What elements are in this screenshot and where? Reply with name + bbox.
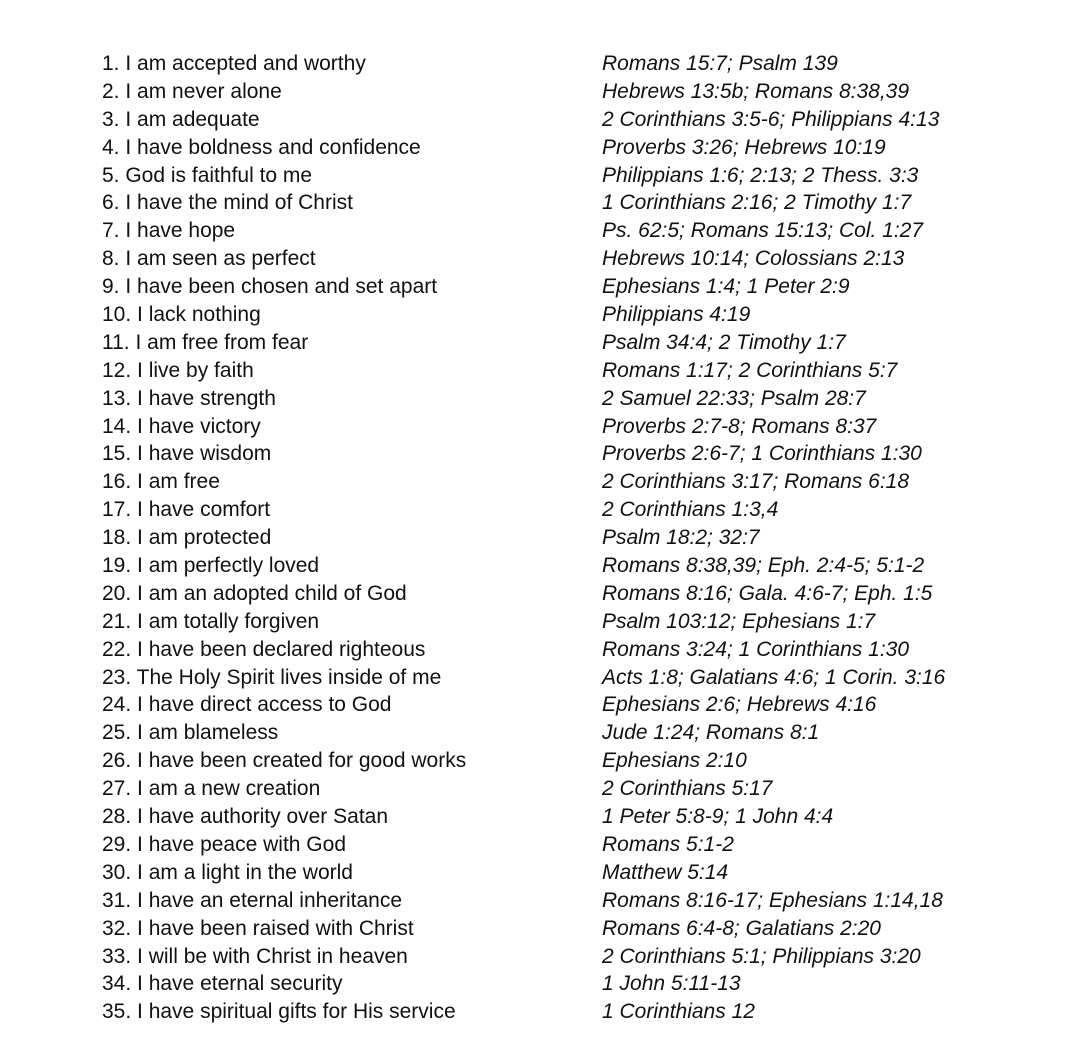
- scripture-reference: Psalm 18:2; 32:7: [602, 526, 760, 550]
- statement-text: 15. I have wisdom: [102, 442, 272, 466]
- scripture-reference: Romans 8:38,39; Eph. 2:4-5; 5:1-2: [602, 554, 925, 578]
- statement-text: 2. I am never alone: [102, 79, 282, 103]
- statement-text: 5. God is faithful to me: [102, 163, 313, 187]
- statement-text: 32. I have been raised with Christ: [102, 916, 414, 940]
- statement-text: 29. I have peace with God: [102, 832, 346, 856]
- statement-text: 20. I am an adopted child of God: [102, 581, 407, 605]
- list-item: [102, 78, 1002, 106]
- scripture-reference: 2 Samuel 22:33; Psalm 28:7: [602, 386, 866, 410]
- list-item: [102, 580, 1002, 608]
- scripture-reference: 1 Corinthians 2:16; 2 Timothy 1:7: [602, 191, 912, 215]
- list-item: [102, 162, 1002, 190]
- statement-text: 24. I have direct access to God: [102, 693, 392, 717]
- statement-text: 28. I have authority over Satan: [102, 805, 389, 829]
- list-item: [102, 719, 1002, 747]
- list-item: [102, 440, 1002, 468]
- list-item: [102, 747, 1002, 775]
- scripture-reference: Proverbs 2:6-7; 1 Corinthians 1:30: [602, 442, 922, 466]
- statement-text: 27. I am a new creation: [102, 777, 321, 801]
- scripture-reference: 2 Corinthians 3:17; Romans 6:18: [602, 470, 910, 494]
- list-item: [102, 803, 1002, 831]
- list-item: [102, 664, 1002, 692]
- list-item: [102, 329, 1002, 357]
- list-item: [102, 357, 1002, 385]
- list-item: [102, 189, 1002, 217]
- list-item: [102, 301, 1002, 329]
- statement-text: 33. I will be with Christ in heaven: [102, 944, 408, 968]
- scripture-reference: Romans 1:17; 2 Corinthians 5:7: [602, 358, 898, 382]
- scripture-reference: 1 Peter 5:8-9; 1 John 4:4: [602, 805, 834, 829]
- scripture-reference: Romans 5:1-2: [602, 832, 734, 856]
- scripture-reference: Romans 8:16; Gala. 4:6-7; Eph. 1:5: [602, 581, 933, 605]
- list-item: [102, 552, 1002, 580]
- statement-text: 31. I have an eternal inheritance: [102, 888, 403, 912]
- list-item: [102, 50, 1002, 78]
- statement-text: 35. I have spiritual gifts for His service: [102, 1000, 456, 1024]
- list-item: [102, 385, 1002, 413]
- statement-text: 34. I have eternal security: [102, 972, 343, 996]
- statement-text: 14. I have victory: [102, 414, 261, 438]
- scripture-reference: 1 John 5:11-13: [602, 972, 741, 996]
- statement-text: 25. I am blameless: [102, 721, 279, 745]
- statement-text: 21. I am totally forgiven: [102, 609, 320, 633]
- scripture-reference: Jude 1:24; Romans 8:1: [602, 721, 820, 745]
- list-item: [102, 887, 1002, 915]
- statement-text: 13. I have strength: [102, 386, 276, 410]
- scripture-reference: Ephesians 1:4; 1 Peter 2:9: [602, 275, 850, 299]
- list-item: [102, 915, 1002, 943]
- scripture-reference: Romans 15:7; Psalm 139: [602, 52, 838, 75]
- scripture-reference: Acts 1:8; Galatians 4:6; 1 Corin. 3:16: [602, 665, 946, 689]
- list-item: [102, 106, 1002, 134]
- scripture-reference: Ps. 62:5; Romans 15:13; Col. 1:27: [602, 219, 924, 243]
- scripture-reference: 1 Corinthians 12: [602, 1000, 755, 1024]
- statement-text: 10. I lack nothing: [102, 303, 261, 327]
- list-item: [102, 496, 1002, 524]
- list-item: [102, 998, 1002, 1026]
- statement-text: 6. I have the mind of Christ: [102, 191, 353, 215]
- statement-text: 23. The Holy Spirit lives inside of me: [102, 665, 442, 689]
- scripture-reference: Ephesians 2:10: [602, 749, 747, 773]
- scripture-reference: Hebrews 10:14; Colossians 2:13: [602, 247, 905, 271]
- list-item: [102, 831, 1002, 859]
- statement-text: 8. I am seen as perfect: [102, 247, 316, 271]
- scripture-reference: 2 Corinthians 5:17: [602, 777, 773, 801]
- scripture-reference: Romans 8:16-17; Ephesians 1:14,18: [602, 888, 943, 912]
- scripture-reference: 2 Corinthians 1:3,4: [602, 498, 779, 522]
- identity-statement-list: [102, 50, 1002, 1026]
- list-item: [102, 273, 1002, 301]
- statement-text: 4. I have boldness and confidence: [102, 135, 421, 159]
- list-item: [102, 775, 1002, 803]
- scripture-reference: Ephesians 2:6; Hebrews 4:16: [602, 693, 877, 717]
- scripture-reference: Proverbs 2:7-8; Romans 8:37: [602, 414, 877, 438]
- statement-text: 22. I have been declared righteous: [102, 637, 426, 661]
- scripture-reference: Philippians 1:6; 2:13; 2 Thess. 3:3: [602, 163, 919, 187]
- scripture-reference: Matthew 5:14: [602, 860, 729, 884]
- list-item: [102, 524, 1002, 552]
- list-item: [102, 691, 1002, 719]
- scripture-reference: Romans 3:24; 1 Corinthians 1:30: [602, 637, 910, 661]
- list-item: [102, 608, 1002, 636]
- statement-text: 1. I am accepted and worthy: [102, 52, 366, 75]
- list-item: [102, 245, 1002, 273]
- statement-text: 26. I have been created for good works: [102, 749, 467, 773]
- scripture-reference: 2 Corinthians 3:5-6; Philippians 4:13: [602, 107, 940, 131]
- list-item: [102, 217, 1002, 245]
- statement-text: 12. I live by faith: [102, 358, 254, 382]
- statement-text: 11. I am free from fear: [102, 330, 309, 354]
- statement-text: 7. I have hope: [102, 219, 236, 243]
- list-item: [102, 970, 1002, 998]
- list-item: [102, 943, 1002, 971]
- statement-text: 3. I am adequate: [102, 107, 260, 131]
- statement-text: 9. I have been chosen and set apart: [102, 275, 438, 299]
- list-item: [102, 413, 1002, 441]
- list-item: [102, 636, 1002, 664]
- statement-text: 30. I am a light in the world: [102, 860, 353, 884]
- statement-text: 17. I have comfort: [102, 498, 271, 522]
- scripture-reference: 2 Corinthians 5:1; Philippians 3:20: [602, 944, 921, 968]
- scripture-reference: Hebrews 13:5b; Romans 8:38,39: [602, 79, 910, 103]
- scripture-reference: Proverbs 3:26; Hebrews 10:19: [602, 135, 886, 159]
- list-item: [102, 134, 1002, 162]
- statement-text: 19. I am perfectly loved: [102, 554, 320, 578]
- statement-text: 18. I am protected: [102, 526, 272, 550]
- scripture-reference: Romans 6:4-8; Galatians 2:20: [602, 916, 881, 940]
- scripture-reference: Psalm 34:4; 2 Timothy 1:7: [602, 330, 846, 354]
- list-item: [102, 468, 1002, 496]
- scripture-reference: Philippians 4:19: [602, 303, 751, 327]
- list-item: [102, 859, 1002, 887]
- scripture-reference: Psalm 103:12; Ephesians 1:7: [602, 609, 876, 633]
- statement-text: 16. I am free: [102, 470, 220, 494]
